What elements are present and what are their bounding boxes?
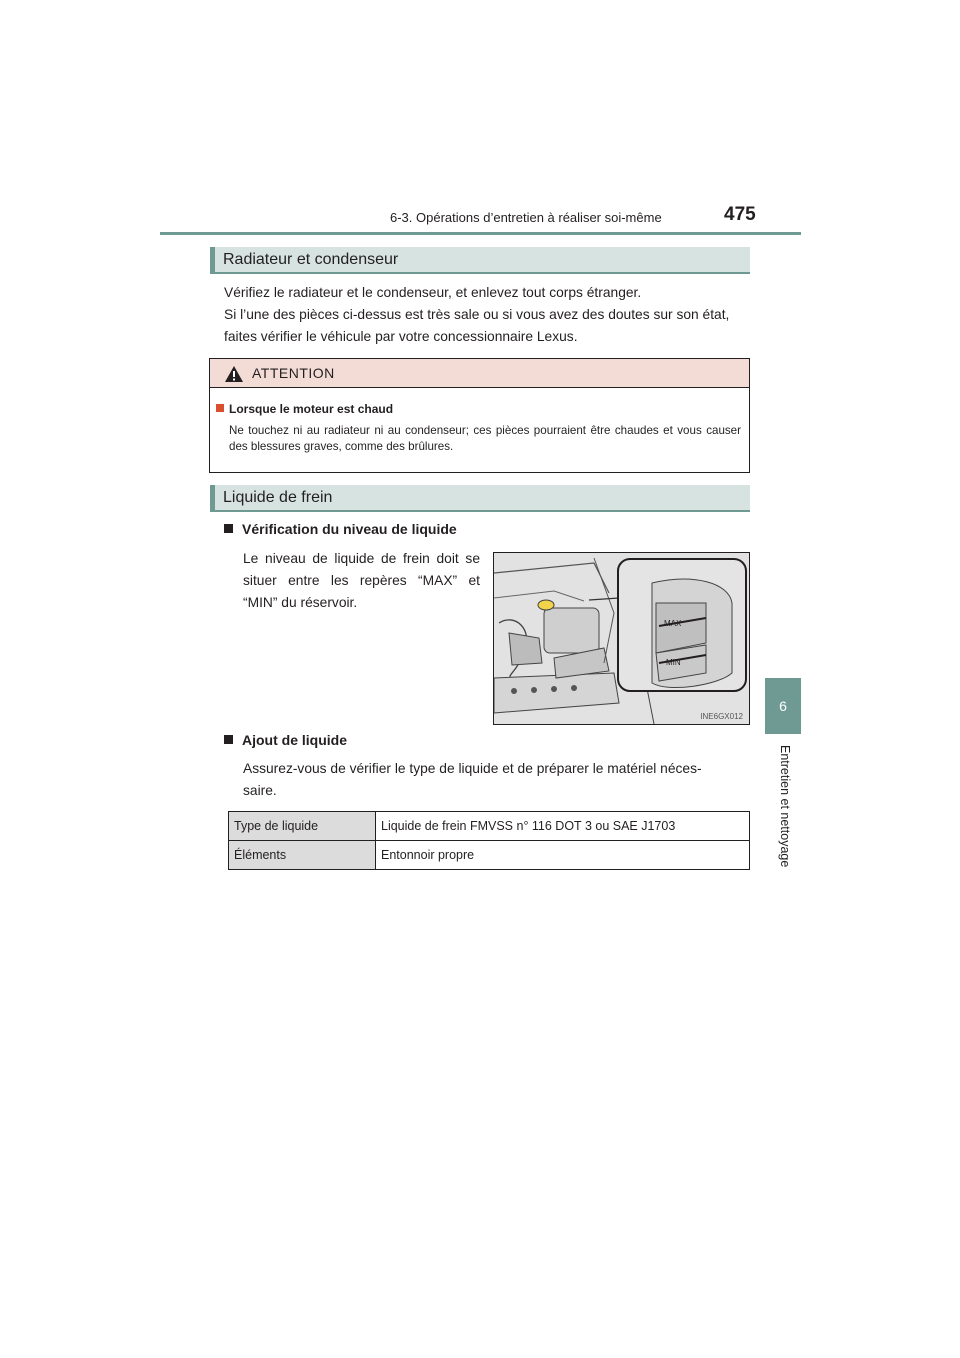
section-heading-radiator	[210, 247, 750, 274]
warning-text: Ne touchez ni au radiateur ni au condenseur; ces pièces pourraient être chaudes et vous causer des blessures graves, comme des brûlures.	[229, 424, 741, 453]
fluid-spec-table	[228, 811, 750, 870]
warning-header	[210, 359, 749, 388]
table-row-value: Liquide de frein FMVSS n° 116 DOT 3 ou SAE J1703	[376, 812, 750, 841]
level-check-text: Le niveau de liquide de frein doit se situer entre les repères “MAX” et “MIN” du réservoir.	[243, 551, 480, 610]
warning-subtitle-text: Lorsque le moteur est chaud	[229, 402, 394, 416]
warning-box	[209, 358, 750, 473]
add-fluid-text-2: saire.	[243, 783, 277, 798]
radiator-paragraph-2: Si l’une des pièces ci-dessus est très sale ou si vous avez des doutes sur son état,	[224, 307, 730, 322]
max-mark-label: MAX	[664, 619, 682, 628]
bullet-square-icon	[224, 524, 233, 533]
level-check-heading	[224, 521, 457, 537]
chapter-title: 6-3. Opérations d’entretien à réaliser soi-même	[390, 210, 662, 225]
section-heading-bar	[210, 247, 215, 272]
header-rule	[160, 232, 801, 235]
table-row-label: Type de liquide	[229, 812, 376, 841]
add-fluid-heading-text: Ajout de liquide	[242, 732, 347, 748]
warning-bullet-icon	[216, 404, 224, 412]
chapter-tab-label: Entretien et nettoyage	[778, 745, 792, 868]
warning-triangle-icon	[224, 365, 244, 383]
radiator-paragraph-3: faites vérifier le véhicule par votre concessionnaire Lexus.	[224, 329, 578, 344]
warning-subtitle	[216, 402, 393, 416]
add-fluid-text-1: Assurez-vous de vérifier le type de liquide et de préparer le matériel néces-	[243, 761, 702, 776]
engine-bay-drawing	[494, 553, 749, 724]
section-heading-bar	[210, 485, 215, 510]
section-heading-text: Radiateur et condenseur	[223, 251, 399, 268]
table-row-label: Éléments	[229, 841, 376, 870]
table-row	[229, 841, 750, 870]
section-heading-text: Liquide de frein	[223, 489, 333, 506]
warning-title: ATTENTION	[252, 365, 335, 381]
level-check-heading-text: Vérification du niveau de liquide	[242, 521, 457, 537]
add-fluid-heading	[224, 732, 347, 748]
min-mark-label: MIN	[666, 658, 681, 667]
radiator-paragraph-1: Vérifiez le radiateur et le condenseur, et enlevez tout corps étranger.	[224, 285, 642, 300]
table-row	[229, 812, 750, 841]
chapter-tab-number: 6	[779, 698, 787, 714]
illustration-code: INE6GX012	[700, 712, 743, 721]
brake-reservoir-illustration	[493, 552, 750, 725]
section-heading-brake-fluid	[210, 485, 750, 512]
bullet-square-icon	[224, 735, 233, 744]
table-row-value: Entonnoir propre	[376, 841, 750, 870]
chapter-tab	[765, 678, 801, 734]
page-number: 475	[724, 204, 756, 225]
